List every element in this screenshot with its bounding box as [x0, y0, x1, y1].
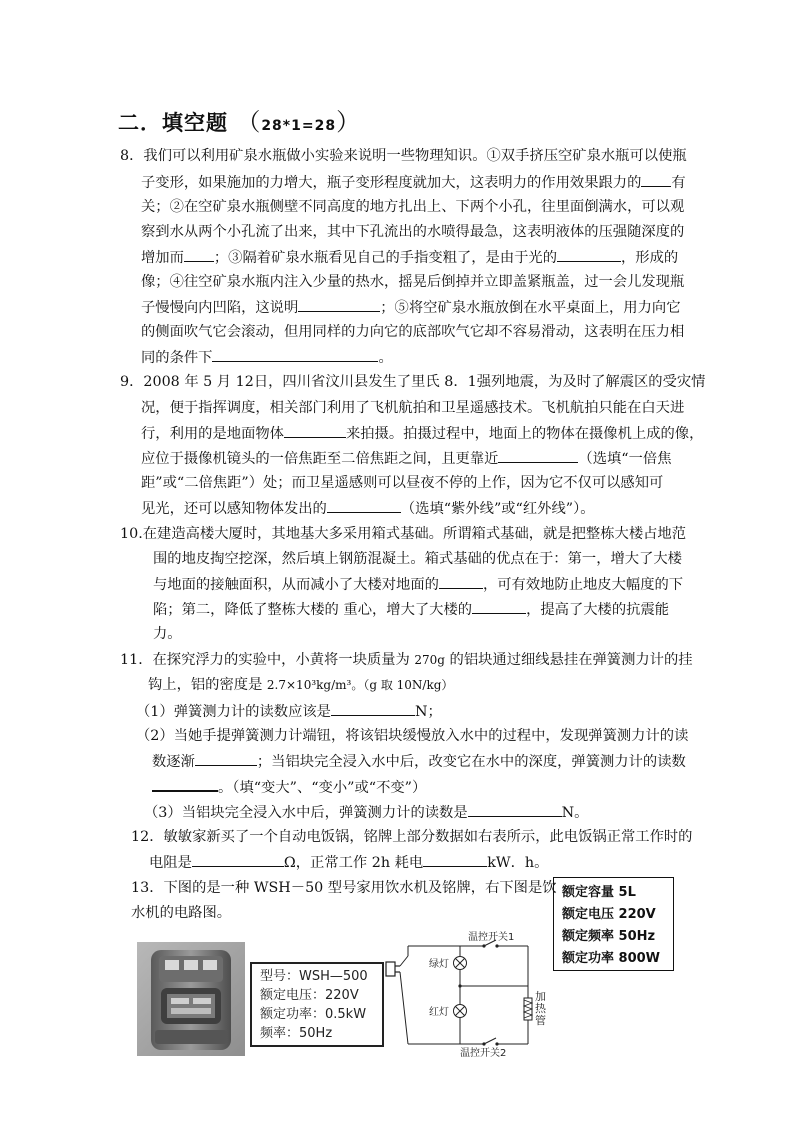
- q11-text: （1）弹簧测力计的读数应该是: [136, 704, 331, 720]
- heater-label-1: 加: [535, 990, 546, 1003]
- q9-text: 应位于摄像机镜头的一倍焦距至二倍焦距之间，且更靠近: [141, 451, 499, 467]
- q11-line-2: [148, 675, 453, 695]
- score-paren-close: ）: [336, 108, 362, 136]
- q12-line-1: 12．敏敏家新买了一个自动电饭锅，铭牌上部分数据如右表所示，此电饭锅正常工作时的: [131, 829, 693, 845]
- q8-text: 子慢慢向内凹陷，这说明: [141, 300, 299, 316]
- q11-text: N。: [561, 805, 589, 821]
- answer-blank[interactable]: [331, 701, 415, 716]
- red-lamp-icon: [454, 1005, 467, 1018]
- q8-line-2: [141, 172, 686, 193]
- q12-line-2: [149, 852, 548, 873]
- nameplate-model: 型号：WSH—500: [260, 969, 368, 984]
- nameplate-voltage: 额定电压：220V: [260, 988, 359, 1003]
- q11-line-7: [144, 802, 588, 823]
- q9-line-5: 距”或“二倍焦距”）处；而卫星遥感则可以昼夜不停的上作，因为它不仅可以感知可: [141, 475, 664, 491]
- q10-line-1: 10.在建造高楼大厦时，其地基大多采用箱式基础。所谓箱式基础，就是把整栋大楼占地范: [120, 526, 687, 542]
- q9-line-4: [141, 448, 672, 469]
- spec-power: 额定功率 800W: [562, 951, 661, 966]
- heater-label-2: 热: [535, 1002, 546, 1015]
- q10-line-4: [153, 599, 669, 620]
- dispenser-circuit-diagram: [384, 928, 554, 1058]
- q8-line-5: [141, 247, 678, 268]
- q12-text: 电阻是: [149, 855, 192, 871]
- red-lamp-label: 红灯: [429, 1007, 449, 1018]
- answer-blank[interactable]: [327, 498, 401, 513]
- q8-text: ；③隔着矿泉水瓶看见自己的手指变粗了，是由于光的: [213, 250, 558, 266]
- score-paren-open: （: [236, 108, 262, 136]
- q8-text: ，形成的: [621, 250, 679, 266]
- spec-voltage: 额定电压 220V: [562, 907, 656, 922]
- answer-blank[interactable]: [472, 599, 526, 614]
- q8-text: 同的条件下: [141, 350, 213, 366]
- q8-line-9: [141, 347, 393, 368]
- q11-line-5: [152, 751, 686, 772]
- temperature-switch-2: [482, 1038, 498, 1046]
- q10-line-3: [153, 574, 683, 595]
- green-lamp-label: 绿灯: [429, 959, 449, 970]
- q11-text: N；: [414, 704, 442, 720]
- answer-blank[interactable]: [498, 448, 578, 463]
- switch-1-label: 温控开关1: [468, 932, 515, 943]
- switch-2-label: 温控开关2: [460, 1048, 507, 1058]
- q11-density: 2.7×10³kg/m³。（g 取 10N/kg）: [266, 678, 454, 692]
- q12-text: kW．h。: [487, 855, 549, 871]
- answer-blank[interactable]: [423, 852, 487, 867]
- section-title: [118, 102, 361, 137]
- q8-text: 子变形，如果施加的力增大，瓶子变形程度就加大，这表明力的作用效果跟力的: [141, 175, 642, 191]
- q9-text: （选填“紫外线”或“红外线”）。: [400, 501, 595, 517]
- q8-text: ；⑤将空矿泉水瓶放倒在水平桌面上，用力向它: [380, 300, 681, 316]
- answer-blank[interactable]: [195, 751, 257, 766]
- q11-mass: 270g: [414, 653, 445, 667]
- q11-line-6: [152, 776, 426, 798]
- q8-line-8: 的侧面吹气它会滚动，但用同样的力向它的底部吹气它却不容易滑动，这表明在压力相: [141, 324, 685, 340]
- answer-blank[interactable]: [152, 776, 218, 792]
- plug-icon: [386, 956, 408, 1044]
- q11-text: 的铝块通过细线悬挂在弹簧测力计的挂: [449, 652, 693, 668]
- q10-text: ，提高了大楼的抗震能: [526, 602, 670, 618]
- nameplate-power: 额定功率：0.5kW: [260, 1007, 367, 1022]
- heater-label-3: 管: [535, 1014, 546, 1027]
- spec-capacity: 额定容量 5L: [562, 885, 636, 900]
- green-lamp-icon: [454, 957, 467, 970]
- q10-line-2: 围的地皮掏空挖深，然后填上钢筋混凝土。箱式基础的优点在于：第一，增大了大楼: [153, 551, 682, 567]
- q11-text: （3）当铝块完全浸入水中后，弹簧测力计的读数是: [144, 805, 468, 821]
- q11-line-1: [120, 650, 693, 670]
- q13-line-1: 13．下图的是一种 WSH－50 型号家用饮水机及铭牌，右下图是饮: [131, 880, 557, 896]
- answer-blank[interactable]: [298, 297, 380, 312]
- q8-line-6: 像；④往空矿泉水瓶内注入少量的热水，摇晃后倒掉并立即盖紧瓶盖，过一会儿发现瓶: [141, 274, 685, 290]
- q8-line-3: 关；②在空矿泉水瓶侧壁不同高度的地方扎出上、下两个小孔，往里面倒满水，可以观: [141, 199, 685, 215]
- q11-line-3: [136, 701, 442, 722]
- q9-line-2: 况，便于指挥调度，相关部门利用了飞机航拍和卫星遥感技术。飞机航拍只能在白天进: [141, 400, 685, 416]
- q11-text: 11．在探究浮力的实验中，小黄将一块质量为: [120, 652, 410, 668]
- answer-blank[interactable]: [212, 347, 378, 362]
- q9-text: （选填“一倍焦: [578, 451, 672, 467]
- rice-cooker-spec-table: [553, 877, 674, 971]
- q8-text: 。: [378, 350, 393, 366]
- q10-text: ，可有效地防止地皮大幅度的下: [482, 577, 684, 593]
- q10-line-5: 力。: [153, 626, 182, 642]
- q10-text: 陷；第二，降低了整栋大楼的 重心，增大了大楼的: [153, 602, 473, 618]
- answer-blank[interactable]: [641, 172, 671, 187]
- q11-line-4: （2）当她手提弹簧测力计端钮，将该铝块缓慢放入水中的过程中，发现弹簧测力计的读: [136, 728, 689, 744]
- section-title-text: 二．填空题: [118, 111, 228, 135]
- q11-text: 钩上，铝的密度是: [148, 677, 263, 693]
- dispenser-nameplate: [250, 962, 384, 1047]
- section-score: 28*1=28: [261, 118, 337, 134]
- answer-blank[interactable]: [557, 247, 621, 262]
- q9-line-1: 9．2008 年 5 月 12日，四川省汶川县发生了里氏 8．1强列地震，为及时了解震区的受灾情: [120, 374, 706, 390]
- q9-text: 见光，还可以感知物体发出的: [141, 501, 327, 517]
- answer-blank[interactable]: [468, 802, 562, 817]
- answer-blank[interactable]: [192, 852, 284, 867]
- q9-line-3: [141, 423, 703, 444]
- q10-text: 与地面的接触面积，从而减小了大楼对地面的: [153, 577, 439, 593]
- q11-text: ；当铝块完全浸入水中后，改变它在水中的深度，弹簧测力计的读数: [256, 754, 686, 770]
- q9-line-6: [141, 498, 595, 519]
- q8-line-4: 察到水从两个小孔流了出来，其中下孔流出的水喷得最急，这表明液体的压强随深度的: [141, 224, 685, 240]
- q8-line-1: 8．我们可以利用矿泉水瓶做小实验来说明一些物理知识。①双手挤压空矿泉水瓶可以使瓶: [120, 148, 687, 164]
- heater-resistor-icon: [524, 998, 532, 1020]
- answer-blank[interactable]: [184, 247, 214, 262]
- q9-text: 行，利用的是地面物体: [141, 426, 284, 442]
- answer-blank[interactable]: [284, 423, 346, 438]
- q12-text: Ω，正常工作 2h 耗电: [283, 855, 424, 871]
- answer-blank[interactable]: [439, 574, 483, 589]
- q8-text: 增加而: [141, 250, 184, 266]
- q8-text: 有: [671, 175, 686, 191]
- q11-text: 。（填“变大”、“变小”或“不变”）: [218, 780, 427, 796]
- water-dispenser-photo: [137, 942, 245, 1056]
- q8-line-7: [141, 297, 681, 318]
- q9-text: 来拍摄。拍摄过程中，地面上的物体在摄像机上成的像，: [345, 426, 704, 442]
- q13-line-2: 水机的电路图。: [131, 905, 232, 921]
- spec-frequency: 额定频率 50Hz: [562, 929, 656, 944]
- q11-text: 数逐渐: [152, 754, 195, 770]
- nameplate-frequency: 频率：50Hz: [260, 1026, 333, 1041]
